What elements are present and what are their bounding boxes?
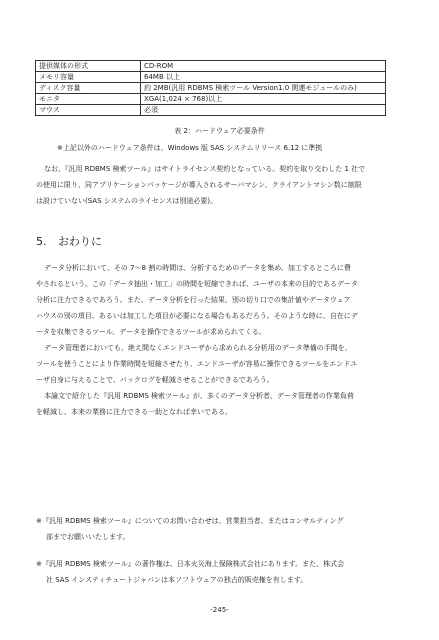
section-number: 5. — [36, 235, 47, 248]
conclusion-paragraph-line: ハウスの別の項目、あるいは加工した項目が必要になる場合もあるだろう。そのような時に、自在にデ — [36, 312, 358, 320]
conclusion-paragraph-line: データ分析において、その 7～8 割の時間は、分析するためのデータを集め、加工するところに費 — [44, 264, 351, 272]
section-heading — [36, 233, 102, 249]
license-paragraph-line: の使用に限り、同アプリケーションパッケージが導入されるサーバマシン、クライアントマシン数に制限 — [36, 181, 362, 189]
footnote-line: ※『汎用 RDBMS 検索ツール』の著作権は、日本火災海上保険株式会社にあります。また、株式会 — [36, 560, 345, 568]
footnote-line: 部までお願いいたします。 — [46, 533, 130, 541]
hardware-requirements-table — [35, 60, 386, 116]
table-row — [36, 72, 386, 83]
table-cell-label: マウス — [36, 105, 141, 116]
conclusion-paragraph-line: を軽減し、本来の業務に注力できる一助となれば幸いである。 — [36, 408, 232, 416]
table-row — [36, 105, 386, 116]
conclusion-paragraph-line: ーザ自身に与えることで、バックログを軽減させることができるであろう。 — [36, 376, 274, 384]
conclusion-paragraph-line: ータを収集できるツール、データを操作できるツールが求められてくる。 — [36, 328, 266, 336]
table-cell-label: ディスク容量 — [36, 83, 141, 94]
conclusion-paragraph-line: やされるという。この「データ抽出・加工」の時間を短縮できれば、ユーザの本来の目的であるデータ — [36, 280, 358, 288]
table-cell-label: 提供媒体の形式 — [36, 61, 141, 72]
table-cell-value: 約 2MB(汎用 RDBMS 検索ツール Version1.0 関連モジュールのみ) — [141, 83, 386, 94]
table-row — [36, 83, 386, 94]
hardware-note: ※上記以外のハードウェア条件は、Windows 版 SAS システムリリース 6.12 に準拠 — [57, 144, 323, 152]
table-cell-value: 64MB 以上 — [141, 72, 386, 83]
footnote-line: ※『汎用 RDBMS 検索ツール』についてのお問い合わせは、営業担当者、またはコンサルティング — [36, 517, 344, 525]
page-number: -245- — [210, 606, 229, 614]
footnote-line: 社 SAS インスティチュートジャパンは本ソフトウェアの独占的販売権を有します。 — [46, 576, 308, 584]
conclusion-paragraph-line: 分析に注力できるであろう。また、データ分析を行った結果、別の切り口での集計値やデータウェア — [36, 296, 351, 304]
table-cell-value: CD-ROM — [141, 61, 386, 72]
conclusion-paragraph-line: ツールを使うことにより作業時間を短縮させたり、エンドユーザが容易に操作できるツールをエンドユ — [36, 360, 358, 368]
table-caption: 表 2：ハードウェア必要条件 — [174, 127, 265, 135]
table-row — [36, 94, 386, 105]
table-row — [36, 61, 386, 72]
table-cell-label: メモリ容量 — [36, 72, 141, 83]
license-paragraph-line: なお、『汎用 RDBMS 検索ツール』はサイトライセンス契約となっている。契約を取り交わした 1 社で — [44, 165, 366, 173]
license-paragraph-line: は設けていない(SAS システムのライセンスは別途必要)。 — [36, 197, 218, 205]
table-cell-label: モニタ — [36, 94, 141, 105]
section-title: おわりに — [58, 235, 102, 248]
table-cell-value: 必須 — [141, 105, 386, 116]
table-cell-value: XGA(1,024 × 768)以上 — [141, 94, 386, 105]
conclusion-paragraph-line: データ管理者においても、絶え間なくエンドユーザから求められる分析用のデータ準備の手間を、 — [44, 344, 352, 352]
conclusion-paragraph-line: 本論文で紹介した『汎用 RDBMS 検索ツール』が、多くのデータ分析者、データ管理者の作業負荷 — [44, 392, 354, 400]
